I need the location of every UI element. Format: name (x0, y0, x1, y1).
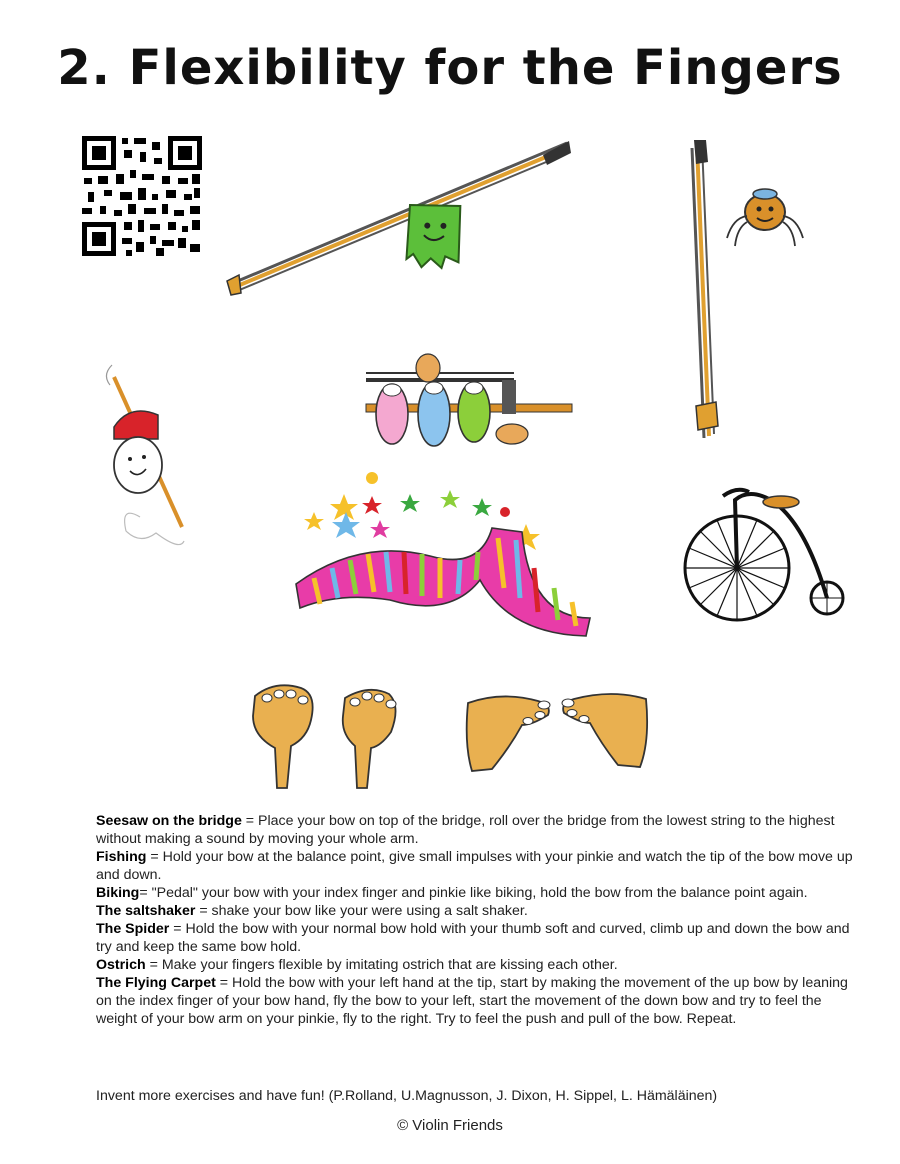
penny-farthing-bicycle-icon (675, 482, 855, 622)
exercise-fishing: Fishing = Hold your bow at the balance point, give small impulses with your pinkie and watch the tip of the bow move up and down. (96, 849, 853, 883)
flying-carpet-icon (290, 468, 600, 638)
exercise-name: Seesaw on the bridge (96, 813, 242, 829)
exercise-text: Hold your bow at the balance point, give small impulses with your pinkie and watch the tip of the bow move up and down. (96, 849, 853, 883)
exercise-text: shake your bow like your were using a salt shaker. (211, 903, 528, 919)
fingers-on-bow-icon (362, 350, 577, 460)
exercise-seesaw: Seesaw on the bridge = Place your bow on top of the bridge, roll over the bridge from the lowest string to the highest without making a sound by moving your whole arm. (96, 813, 835, 847)
exercise-biking: Biking= "Pedal" your bow with your index finger and pinkie like biking, hold the bow from the balance point again. (96, 885, 808, 901)
closing-note: Invent more exercises and have fun! (P.Rolland, U.Magnusson, J. Dixon, H. Sippel, L. Hämäläinen) (96, 1088, 718, 1104)
exercise-flying-carpet: The Flying Carpet = Hold the bow with your left hand at the tip, start by making the movement of the up bow by leaning on the index finger of your bow hand, fly the bow to your left, start the movement of the down bow and try to feel the weight of your bow arm on your pinkie, fly to the right. Try to feel the push and pull of the bow. Repeat. (96, 975, 848, 1027)
fishing-float-icon (100, 355, 195, 555)
bow-on-bridge-icon (225, 135, 575, 300)
ostrich-kissing-hands-icon (462, 685, 652, 785)
exercise-spider: The Spider = Hold the bow with your normal bow hold with your thumb soft and curved, climb up and down the bow and try and keep the same bow hold. (96, 921, 850, 955)
qr-code-icon (80, 134, 204, 258)
exercise-text: Place your bow on top of the bridge, roll over the bridge from the lowest string to the highest without making a sound by moving your whole arm. (96, 813, 835, 847)
exercise-saltshaker: The saltshaker = shake your bow like your were using a salt shaker. (96, 903, 528, 919)
page-title: 2. Flexibility for the Fingers (57, 40, 843, 96)
exercise-text: "Pedal" your bow with your index finger and pinkie like biking, hold the bow from the balance point again. (151, 885, 808, 901)
exercise-name: The Spider (96, 921, 170, 937)
exercise-name: The Flying Carpet (96, 975, 216, 991)
exercise-name: The saltshaker (96, 903, 196, 919)
exercise-list (96, 812, 856, 1028)
exercise-name: Fishing (96, 849, 147, 865)
exercise-text: Hold the bow with your normal bow hold with your thumb soft and curved, climb up and down the bow and try and keep the same bow hold. (96, 921, 850, 955)
salt-shaker-hands-icon (245, 676, 405, 796)
copyright-notice: © Violin Friends (397, 1117, 503, 1134)
exercise-name: Biking (96, 885, 140, 901)
exercise-ostrich: Ostrich = Make your fingers flexible by imitating ostrich that are kissing each other. (96, 957, 618, 973)
exercise-text: Make your fingers flexible by imitating ostrich that are kissing each other. (161, 957, 618, 973)
exercise-text: Hold the bow with your left hand at the tip, start by making the movement of the up bow by leaning on the index finger of your bow hand, fly the bow to your left, start the movement of the down bow and try to feel the weight of your bow arm on your pinkie, fly to the right. Try to feel the push and pull of the bow. Repeat. (96, 975, 848, 1027)
vertical-bow-with-spider-icon (680, 140, 830, 445)
exercise-name: Ostrich (96, 957, 146, 973)
